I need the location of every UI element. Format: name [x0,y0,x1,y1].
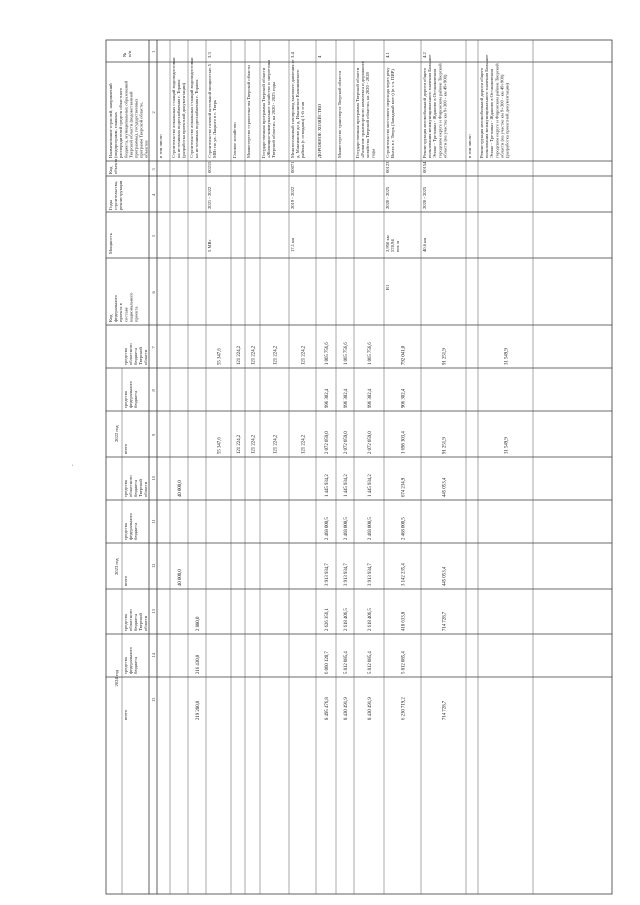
row-name: Министерство транспорта Тверской области [337,71,342,158]
row-value: 714 728,7 [442,611,448,631]
header-fedproj: Кодфедеральногопроекта всоставенациональногопроекта [108,292,139,322]
table-row [385,52,407,720]
column-number: 1 [151,50,156,53]
row-value: 418 633,8 [401,611,407,631]
row-no: 4.2 [422,52,427,58]
row-capacity: 40,6 км [422,237,427,252]
column-number: 11 [151,519,156,524]
table-row [479,55,510,454]
header-sub: всего [123,443,128,454]
table-row [171,57,186,586]
column-number: 14 [151,653,156,658]
table-frame [106,40,612,894]
header-sub: всего [123,709,128,720]
table-row [337,70,349,720]
row-code: 00154 [422,161,427,173]
header-sub: средстваобластногобюджетаТверскойобласти [123,343,148,365]
column-number: 15 [151,697,156,702]
column-number: 6 [151,291,156,294]
row-value: 1 445 934,2 [368,474,373,497]
row-value: 31 549,9 [504,348,510,365]
row-years: 2020 - 2025 [422,186,427,209]
header-sub: средствафедеральногобюджета [123,513,138,540]
row-value: 2 072 059,0 [325,431,330,454]
row-value: 2 468 000,5 [325,517,330,540]
row-years: 2020 - 2025 [385,186,390,209]
row-name: в том числе: [158,134,163,158]
row-value: 5 812 085,4 [368,651,373,674]
column-number: 8 [151,389,156,392]
row-capacity: 2,950 км578,94пог. м [385,235,400,252]
row-name: Реконструкция автомобильной дороги общегопользования межмуниципального значения БольшоеЭсино - Третники - Жданово в Осташковскомгородском округе и Фировском районе Тверскойобласти (на участке км 9+300 - км 49+900) [422,54,448,158]
row-name: ДОРОЖНОЕ ХОЗЯЙСТВО [317,103,322,158]
column-number: 4 [151,193,156,196]
header-sub: всего [123,575,128,586]
row-fedproj: R1 [385,284,390,290]
table-row [317,55,330,720]
row-name: Государственная программа Тверской области«Жилищно-коммунальное хозяйство и энергетикаТверской области» на 2020 - 2025 годы [261,59,277,158]
row-name: Газовое хозяйство [232,122,237,158]
row-value: 219 280,0 [196,700,201,720]
table-grid [106,40,612,894]
row-value: 5 812 085,4 [401,651,407,674]
row-value: 3 913 934,7 [325,563,330,586]
row-value: 121 224,2 [237,434,242,454]
row-name: Строительство локальных станций водоподготовкина источниках водоснабжения г. Торжок(разработка проектной документации) [171,57,187,158]
row-name: Межпоселковый газопровод высокого давления отд. Максимово до д. Ильинское Калининскогорайона (с отводами) 1-й этап [290,59,306,158]
table-row [189,57,201,720]
column-number: 3 [151,168,156,171]
page-mark: - [70,464,75,466]
row-name: Строительство мостового перехода через рекуВолга в г. Тверь (Западный мост) (в т.ч. ПИР) [385,67,396,158]
table-row [355,60,375,720]
column-number: 5 [151,234,156,237]
column-number: 12 [151,563,156,568]
row-value: 91 251,9 [442,437,448,454]
header-name: Наименование отраслей, направлений(подпрограмм, главныхраспорядителей средств областногобюджета, муниципальных образованийТверской области (ведомственнойпрограммы), государственныхпрограмм Тверской области,объектов [108,81,149,158]
row-value: 40 000,0 [178,480,183,497]
row-value: 445 053,4 [442,566,448,586]
row-value: 121 224,2 [273,345,279,365]
row-name: Строительство газовой котельной мощностью 5МВт по ул. Лацкого в г. Тверь [207,64,218,158]
header-year-0: 2022 год [114,425,119,442]
row-capacity: 5 МВт [207,239,212,252]
row-name: Министерство строительства Тверской области [246,65,251,158]
row-value: 8 495 476,8 [325,697,330,720]
table-row [246,65,257,454]
table-row [422,52,448,720]
table-row [261,60,279,454]
header-years: Годыстроительства,реконструкции [108,180,124,210]
row-name: Строительство локальных станций водоподготовкина источниках водоснабжения г. Торжок [189,57,200,158]
header-sub: средстваобластногобюджетаТверскойобласти [123,475,148,497]
row-value: 1 065 756,6 [325,342,330,365]
row-years: 2021 - 2022 [207,186,212,209]
table-row [158,134,163,158]
header-sub: средстваобластногобюджетаТверскойобласти [123,609,148,631]
row-value: 121 224,2 [251,434,257,454]
row-code: 00215 [207,161,212,173]
table-row [290,52,307,454]
table-row [207,52,223,454]
row-value: 6 060 120,7 [325,651,330,674]
column-number: 10 [151,476,156,481]
row-value: 3 142 235,4 [401,563,407,586]
row-value: 445 053,4 [442,477,448,497]
row-value: 2 468 000,5 [344,517,349,540]
header-sub: средствафедеральногобюджета [123,647,138,674]
header-capacity: Мощность [108,233,113,254]
row-value: 5 812 085,4 [344,651,349,674]
row-value: 55 347,6 [217,348,223,365]
row-value: 1 065 756,6 [344,342,349,365]
row-value: 121 224,2 [301,345,307,365]
column-number: 9 [151,433,156,436]
row-no: 4.1 [385,52,390,58]
table-row [467,134,472,158]
row-value: 55 347,6 [217,437,223,454]
row-value: 8 430 491,9 [344,697,349,720]
row-value: 40 000,0 [178,569,183,586]
row-value: 996 302,4 [344,388,349,408]
row-value: 996 302,4 [368,388,373,408]
row-value: 3 913 934,7 [344,563,349,586]
row-name: Реконструкция автомобильной дороги общегопользования межмуниципального значения БольшоеЭсино - Третники - Жданово в Осташковскомгородском округе и Фировском районе Тверскойобласти (на участке км 9+300 - км 49+900)(разработка проектной документации) [479,54,510,158]
header-code: Кодобъекта [108,158,118,174]
row-value: 2 072 059,0 [368,431,373,454]
row-value: 3 913 934,7 [368,563,373,586]
row-value: 1 445 934,2 [325,474,330,497]
row-value: 714 728,7 [442,700,448,720]
row-value: 31 549,9 [504,437,510,454]
row-value: 121 224,2 [273,434,279,454]
row-value: 6 230 719,2 [401,697,407,720]
row-name: в том числе: [467,134,472,158]
table-body [158,52,510,720]
row-value: 2 072 059,0 [344,431,349,454]
row-value: 2 626 356,1 [325,608,330,631]
column-number: 7 [151,346,156,349]
row-value: 906 302,4 [401,388,407,408]
column-number: 2 [151,111,156,114]
row-code: 00071 [290,161,295,173]
row-value: 674 234,9 [401,477,407,497]
row-value: 2 880,0 [196,616,201,631]
row-value: 1 445 934,2 [344,474,349,497]
row-capacity: 17,1 км [290,237,295,252]
row-value: 2 618 406,5 [344,608,349,631]
row-value: 1 065 756,6 [368,342,373,365]
column-number: 13 [151,609,156,614]
row-value: 216 430,0 [196,654,201,674]
table-header [108,50,149,720]
row-value: 2 618 406,5 [368,608,373,631]
row-value: 2 468 000,5 [368,517,373,540]
header-year-1: 2023 год [114,558,119,575]
row-value: 2 468 000,5 [401,517,407,540]
row-value: 792 041,0 [401,345,407,365]
row-no: 3.4 [290,52,295,58]
table-row [232,122,242,454]
header-no: №п/п [122,50,132,57]
header-year-2: 2024 год [114,669,119,687]
row-name: Государственная программа Тверской области«Развитие транспортного комплекса и дорожногохозяйства Тверской области» на 2020 - 2028годы [355,61,376,158]
row-value: 121 224,2 [251,345,257,365]
row-value: 91 251,9 [442,348,448,365]
row-value: 121 224,2 [237,345,242,365]
row-years: 2019 - 2022 [290,186,295,209]
row-value: 1 698 303,4 [401,431,407,454]
row-value: 121 224,2 [301,434,307,454]
row-no: 3.3 [207,52,212,58]
row-value: 996 302,4 [325,388,330,408]
column-numbers-row [151,51,156,702]
header-sub: средствафедеральногобюджета [123,381,138,408]
row-no: 4 [317,55,322,58]
row-value: 8 430 491,9 [368,697,373,720]
row-code: 00123 [385,161,390,173]
